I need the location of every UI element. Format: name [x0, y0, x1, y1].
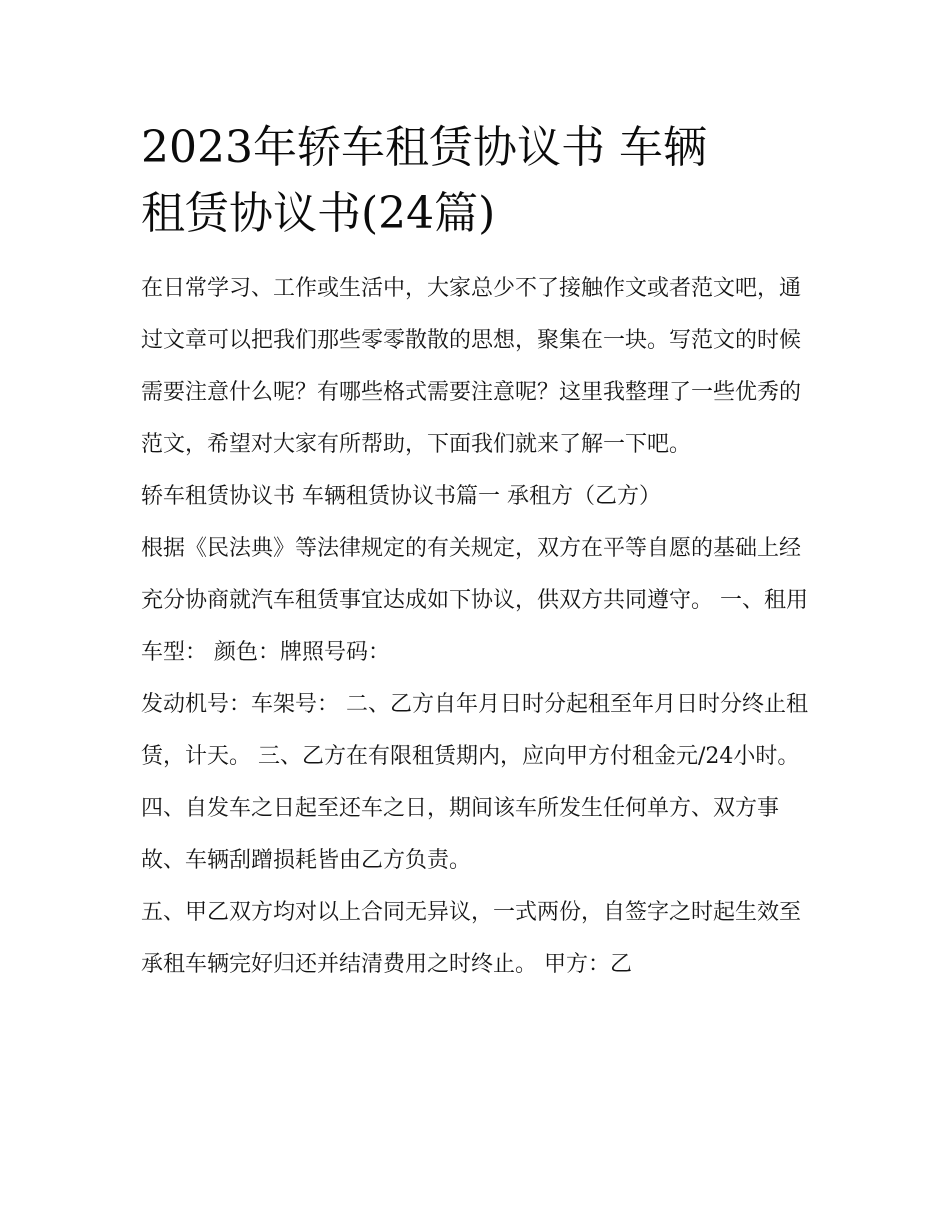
agreement-paragraph-4: 五、甲乙双方均对以上合同无异议，一式两份，自签字之时起生效至承租车辆完好归还并结清费用之时终止。 甲方：乙 — [141, 900, 802, 977]
document-body — [141, 263, 821, 991]
intro-paragraph: 在日常学习、工作或生活中，大家总少不了接触作文或者范文吧，通过文章可以把我们那些零零散散的思想，聚集在一块。写范文的时候需要注意什么呢？有哪些格式需要注意呢？这里我整理了一些优秀的范文，希望对大家有所帮助，下面我们就来了解一下吧。 — [141, 276, 802, 457]
document-content — [141, 115, 821, 991]
agreement-paragraph-1: 根据《民法典》等法律规定的有关规定，双方在平等自愿的基础上经充分协商就汽车租赁事宜达成如下协议，供双方共同遵守。 一、租用车型： 颜色：牌照号码： — [141, 536, 808, 665]
agreement-paragraph-2: 发动机号：车架号： 二、乙方自年月日时分起租至年月日时分终止租赁，计天。 三、乙方在有限租赁期内，应向甲方付租金元/24小时。 — [141, 692, 808, 769]
document-title: 2023年轿车租赁协议书 车辆 租赁协议书(24篇) — [141, 122, 707, 239]
section-heading-paragraph: 轿车租赁协议书 车辆租赁协议书篇一 承租方（乙方） — [141, 484, 661, 509]
agreement-paragraph-3: 四、自发车之日起至还车之日，期间该车所发生任何单方、双方事故、车辆刮蹭损耗皆由乙方负责。 — [141, 796, 780, 873]
